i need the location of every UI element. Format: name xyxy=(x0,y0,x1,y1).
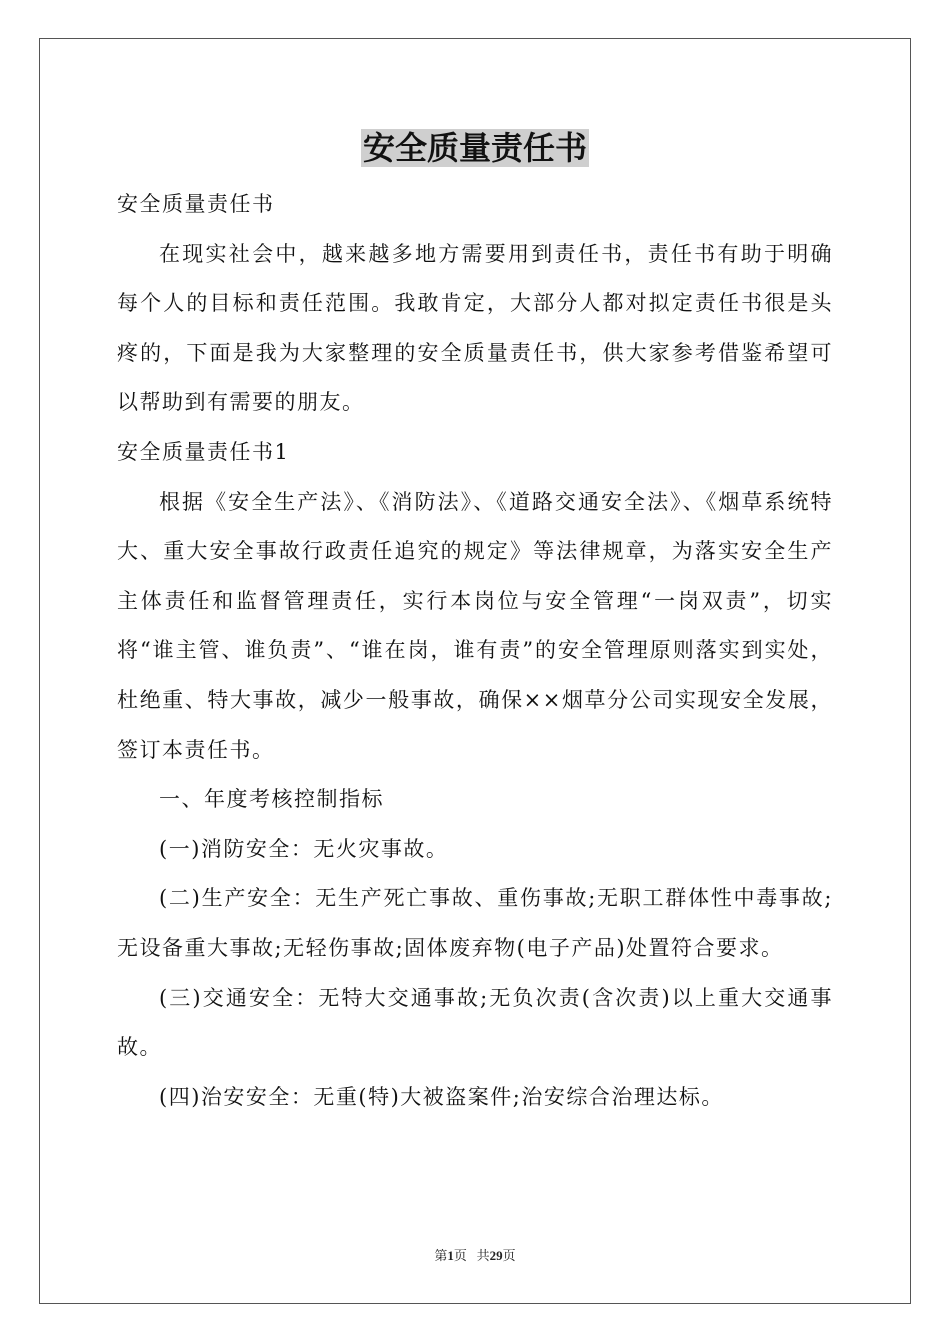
indicator-production-safety: (二)生产安全：无生产死亡事故、重伤事故;无职工群体性中毒事故;无设备重大事故;无轻伤事故;固体废弃物(电子产品)处置符合要求。 xyxy=(117,886,833,960)
document-title-text: 安全质量责任书 xyxy=(362,129,587,167)
section-heading: 安全质量责任书1 xyxy=(117,439,290,464)
page-footer xyxy=(0,1247,950,1265)
intro-paragraph: 在现实社会中，越来越多地方需要用到责任书，责任书有助于明确每个人的目标和责任范围。我敢肯定，大部分人都对拟定责任书很是头疼的，下面是我为大家整理的安全质量责任书，供大家参考借鉴希望可以帮助到有需要的朋友。 xyxy=(117,241,833,415)
total-suffix: 页 xyxy=(502,1248,516,1263)
indicator-heading: 一、年度考核控制指标 xyxy=(159,787,384,812)
total-prefix: 共 xyxy=(476,1248,490,1263)
document-body xyxy=(117,180,833,1122)
indicator-public-security: (四)治安安全：无重(特)大被盗案件;治安综合治理达标。 xyxy=(159,1084,724,1109)
page-suffix: 页 xyxy=(453,1248,467,1263)
preamble-paragraph: 根据《安全生产法》、《消防法》、《道路交通安全法》、《烟草系统特大、重大安全事故行政责任追究的规定》等法律规章，为落实安全生产主体责任和监督管理责任，实行本岗位与安全管理“一岗双责”，切实将“谁主管、谁负责”、“谁在岗，谁有责”的安全管理原则落实到实处，杜绝重、特大事故，减少一般事故，确保××烟草分公司实现安全发展，签订本责任书。 xyxy=(117,489,833,762)
document-title xyxy=(0,128,950,168)
indicator-traffic-safety: (三)交通安全：无特大交通事故;无负次责(含次责)以上重大交通事故。 xyxy=(117,985,833,1060)
page-number: 1 xyxy=(447,1248,454,1263)
indicator-fire-safety: (一)消防安全：无火灾事故。 xyxy=(159,836,449,861)
total-pages: 29 xyxy=(489,1248,503,1263)
page-prefix: 第 xyxy=(434,1248,448,1263)
subtitle-line: 安全质量责任书 xyxy=(117,192,275,216)
